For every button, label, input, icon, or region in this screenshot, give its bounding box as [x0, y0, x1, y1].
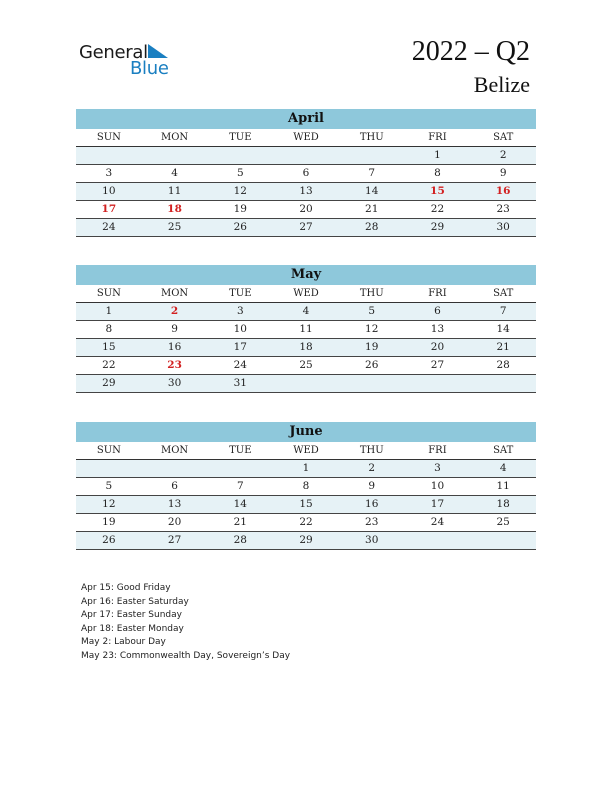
weekday-label: FRI — [428, 445, 447, 456]
day-cell: 6 — [434, 305, 441, 317]
empty-day-cell — [405, 532, 471, 549]
weekday-label: THU — [359, 132, 384, 143]
weekday-header-row — [76, 442, 536, 460]
holiday-note: Apr 15: Good Friday — [81, 583, 171, 593]
day-cell: 25 — [496, 516, 510, 528]
day-cell: 20 — [299, 203, 313, 215]
empty-day-cell — [405, 375, 471, 392]
day-cell: 26 — [102, 534, 116, 546]
generalblue-logo — [79, 41, 189, 81]
day-cell: 21 — [496, 341, 510, 353]
day-cell: 9 — [368, 480, 376, 492]
day-cell: 3 — [236, 305, 244, 317]
day-cell: 11 — [167, 185, 182, 197]
day-cell: 30 — [365, 534, 379, 546]
month-title: April — [76, 109, 536, 129]
day-cell: 8 — [105, 323, 113, 335]
day-cell: 30 — [167, 377, 182, 389]
day-cell: 30 — [496, 221, 510, 233]
day-cell: 3 — [434, 462, 441, 474]
day-cell: 1 — [302, 462, 310, 474]
day-cell: 16 — [365, 498, 379, 510]
weekday-label: MON — [160, 288, 189, 299]
weekday-label: TUE — [229, 288, 252, 299]
day-cell: 4 — [171, 167, 178, 179]
day-cell: 12 — [365, 323, 379, 335]
day-cell: 6 — [171, 480, 178, 492]
day-cell: 16 — [495, 185, 511, 197]
day-cell: 13 — [299, 185, 313, 197]
weekday-label: THU — [359, 288, 384, 299]
weekday-label: MON — [160, 132, 189, 143]
day-cell: 12 — [233, 185, 247, 197]
weekday-label: SUN — [96, 132, 121, 143]
day-cell: 1 — [434, 149, 441, 161]
day-cell: 25 — [167, 221, 182, 233]
weekday-label: WED — [293, 445, 319, 456]
empty-day-cell — [339, 375, 405, 392]
day-cell: 11 — [299, 323, 313, 335]
day-cell: 12 — [102, 498, 116, 510]
day-cell: 17 — [101, 203, 117, 215]
empty-day-cell — [76, 147, 142, 164]
holiday-list — [81, 582, 290, 664]
day-cell: 10 — [430, 480, 445, 492]
logo-text-blue: Blue — [130, 58, 169, 79]
empty-day-cell — [470, 532, 536, 549]
day-cell: 28 — [365, 221, 379, 233]
day-cell: 5 — [105, 480, 113, 492]
month-title: June — [76, 422, 536, 442]
weekday-label: WED — [293, 288, 319, 299]
day-cell: 20 — [430, 341, 445, 353]
weekday-label: SAT — [493, 445, 514, 456]
day-cell: 22 — [430, 203, 445, 215]
day-cell: 4 — [302, 305, 310, 317]
empty-day-cell — [76, 460, 142, 477]
week-row — [76, 339, 536, 357]
day-cell: 2 — [368, 462, 376, 474]
day-cell: 22 — [102, 359, 116, 371]
day-cell: 23 — [496, 203, 510, 215]
day-cell: 14 — [365, 185, 379, 197]
week-row — [76, 165, 536, 183]
day-cell: 15 — [102, 341, 116, 353]
day-cell: 7 — [368, 167, 376, 179]
month-calendar-june — [76, 422, 536, 550]
weekday-label: SAT — [493, 132, 514, 143]
day-cell: 10 — [233, 323, 247, 335]
week-row — [76, 219, 536, 237]
weekday-label: FRI — [428, 288, 447, 299]
day-cell: 16 — [167, 341, 182, 353]
empty-day-cell — [273, 147, 339, 164]
day-cell: 7 — [236, 480, 244, 492]
week-row — [76, 532, 536, 550]
weekday-label: WED — [293, 132, 319, 143]
week-row — [76, 183, 536, 201]
day-cell: 15 — [430, 185, 445, 197]
empty-day-cell — [142, 460, 208, 477]
day-cell: 25 — [299, 359, 313, 371]
weekday-label: SAT — [493, 288, 514, 299]
week-row — [76, 496, 536, 514]
day-cell: 18 — [167, 203, 182, 215]
day-cell: 26 — [365, 359, 379, 371]
day-cell: 9 — [171, 323, 178, 335]
day-cell: 18 — [299, 341, 313, 353]
day-cell: 7 — [499, 305, 507, 317]
empty-day-cell — [273, 375, 339, 392]
weekday-label: SUN — [96, 445, 121, 456]
day-cell: 19 — [365, 341, 379, 353]
day-cell: 23 — [167, 359, 182, 371]
day-cell: 19 — [102, 516, 116, 528]
day-cell: 13 — [430, 323, 445, 335]
holiday-note: May 23: Commonwealth Day, Sovereign’s Day — [81, 650, 291, 661]
day-cell: 2 — [170, 305, 179, 317]
day-cell: 21 — [365, 203, 379, 215]
week-row — [76, 460, 536, 478]
day-cell: 24 — [233, 359, 247, 371]
day-cell: 10 — [102, 185, 116, 197]
holiday-note: Apr 17: Easter Sunday — [81, 610, 182, 621]
logo-triangle-icon — [148, 44, 168, 60]
month-title: May — [76, 265, 536, 285]
page-title: 2022 – Q2 — [411, 36, 530, 67]
day-cell: 27 — [167, 534, 182, 546]
weekday-label: FRI — [428, 132, 447, 143]
day-cell: 21 — [233, 516, 247, 528]
day-cell: 29 — [299, 534, 313, 546]
day-cell: 27 — [430, 359, 445, 371]
weekday-header-row — [76, 129, 536, 147]
day-cell: 4 — [499, 462, 507, 474]
day-cell: 28 — [233, 534, 247, 546]
empty-day-cell — [470, 375, 536, 392]
day-cell: 15 — [299, 498, 313, 510]
day-cell: 2 — [499, 149, 507, 161]
day-cell: 24 — [102, 221, 116, 233]
weekday-label: TUE — [229, 445, 252, 456]
holiday-note: Apr 18: Easter Monday — [81, 623, 184, 634]
week-row — [76, 357, 536, 375]
day-cell: 22 — [299, 516, 313, 528]
day-cell: 28 — [496, 359, 510, 371]
weekday-label: MON — [160, 445, 189, 456]
weekday-label: TUE — [229, 132, 252, 143]
day-cell: 20 — [167, 516, 182, 528]
week-row — [76, 201, 536, 219]
empty-day-cell — [142, 147, 208, 164]
month-calendar-may — [76, 265, 536, 393]
week-row — [76, 478, 536, 496]
day-cell: 5 — [368, 305, 376, 317]
day-cell: 11 — [496, 480, 510, 492]
day-cell: 18 — [496, 498, 510, 510]
day-cell: 31 — [233, 377, 247, 389]
month-calendar-april — [76, 109, 536, 237]
day-cell: 1 — [105, 305, 113, 317]
empty-day-cell — [207, 147, 273, 164]
empty-day-cell — [207, 460, 273, 477]
day-cell: 27 — [299, 221, 313, 233]
holiday-note: Apr 16: Easter Saturday — [81, 596, 189, 607]
day-cell: 6 — [302, 167, 310, 179]
day-cell: 29 — [102, 377, 116, 389]
logo-text-general: General — [79, 42, 148, 63]
empty-day-cell — [339, 147, 405, 164]
week-row — [76, 375, 536, 393]
day-cell: 8 — [434, 167, 441, 179]
day-cell: 17 — [430, 498, 445, 510]
week-row — [76, 514, 536, 532]
day-cell: 14 — [496, 323, 510, 335]
week-row — [76, 147, 536, 165]
day-cell: 17 — [233, 341, 247, 353]
day-cell: 8 — [302, 480, 310, 492]
day-cell: 14 — [233, 498, 247, 510]
holiday-note: May 2: Labour Day — [81, 637, 166, 648]
day-cell: 19 — [233, 203, 247, 215]
day-cell: 9 — [499, 167, 507, 179]
weekday-label: THU — [359, 445, 384, 456]
day-cell: 29 — [430, 221, 445, 233]
country-name: Belize — [473, 72, 530, 97]
day-cell: 24 — [430, 516, 445, 528]
week-row — [76, 303, 536, 321]
day-cell: 13 — [167, 498, 182, 510]
week-row — [76, 321, 536, 339]
day-cell: 26 — [233, 221, 247, 233]
weekday-header-row — [76, 285, 536, 303]
weekday-label: SUN — [96, 288, 121, 299]
day-cell: 3 — [105, 167, 113, 179]
day-cell: 23 — [365, 516, 379, 528]
day-cell: 5 — [236, 167, 244, 179]
